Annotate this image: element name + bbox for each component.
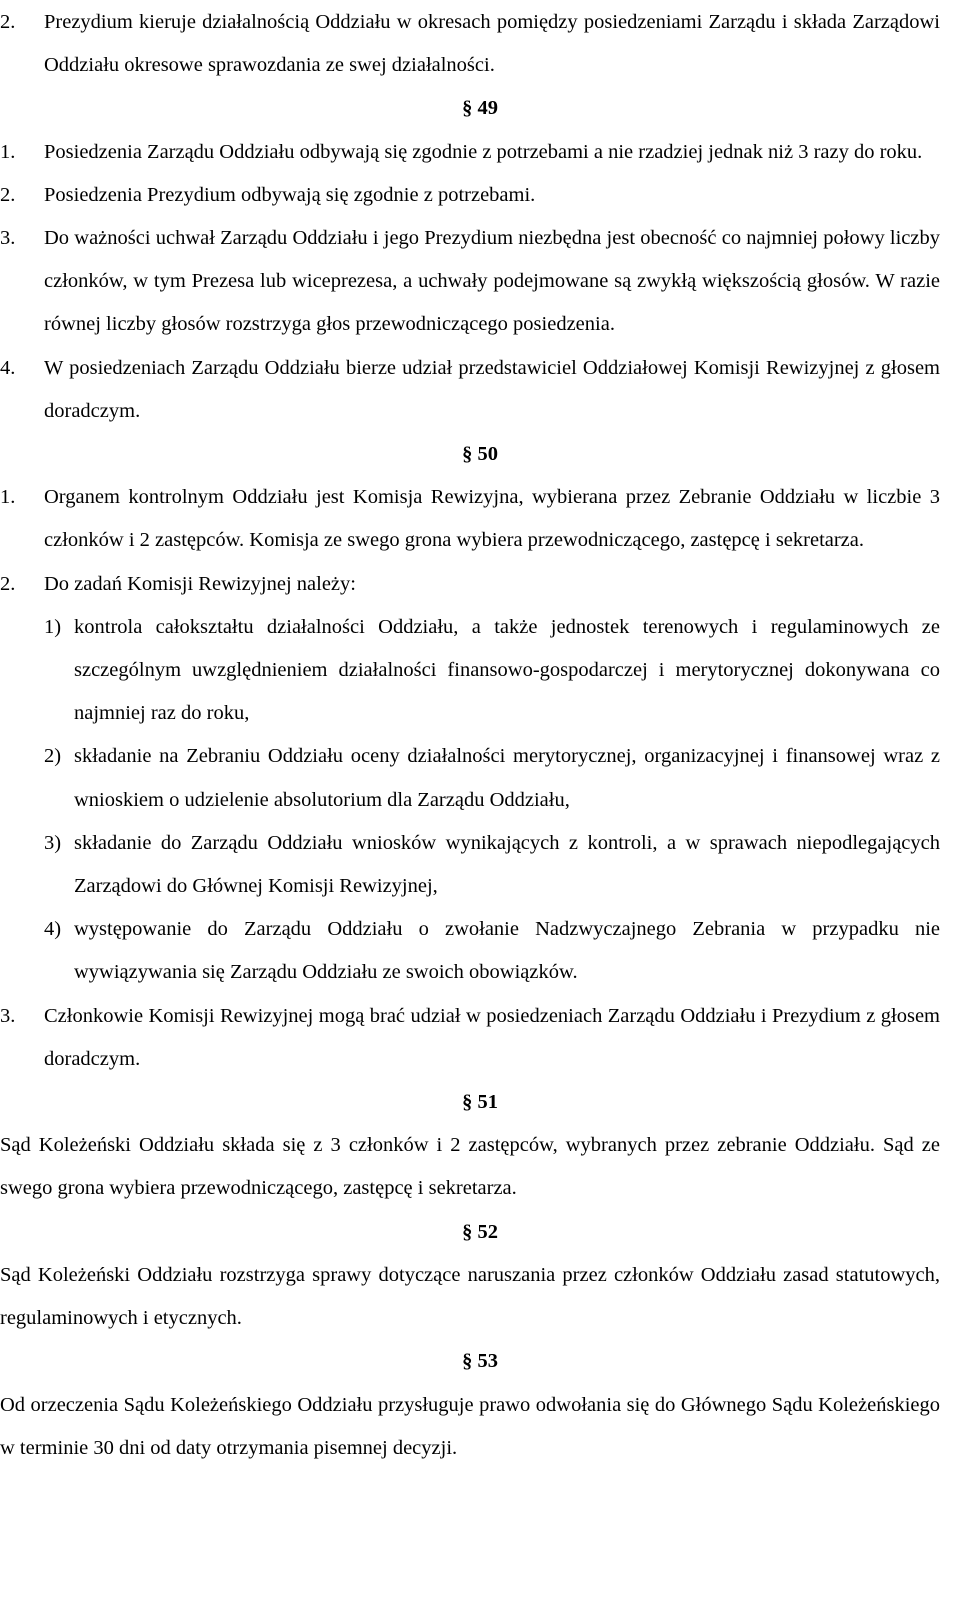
item-number: 4.: [0, 356, 16, 379]
item-number: 1.: [0, 486, 16, 509]
sub-item-text: występowanie do Zarządu Oddziału o zwołanie Nadzwyczajnego Zebrania w przypadku nie wywiązywania się Zarządu Oddziału ze swoich obowiązków.: [74, 918, 940, 984]
paragraph-item: [0, 476, 940, 562]
sub-item: [44, 822, 940, 908]
item-number: 3.: [0, 227, 16, 250]
paragraph-item: [0, 347, 940, 433]
sub-item-text: kontrola całokształtu działalności Oddziału, a także jednostek terenowych i regulaminowych ze szczególnym uwzględnieniem działalności finansowo-gospodarczej i merytorycznej dokonywana co najmniej raz do roku,: [74, 615, 940, 725]
section-heading: § 53: [462, 1350, 498, 1373]
item-text: Do ważności uchwał Zarządu Oddziału i jego Prezydium niezbędna jest obecność co najmniej połowy liczby członków, w tym Prezesa lub wiceprezesa, a uchwały podejmowane są zwykłą większością głosów. W razie równej liczby głosów rozstrzyga głos przewodniczącego posiedzenia.: [44, 227, 940, 336]
paragraph-item: [0, 563, 940, 606]
paragraph-item: [0, 217, 940, 347]
section-heading: § 51: [462, 1091, 498, 1114]
item-text: Prezydium kieruje działalnością Oddziału w okresach pomiędzy posiedzeniami Zarządu i składa Zarządowi Oddziału okresowe sprawozdania ze swej działalności.: [44, 11, 940, 77]
paragraph: Sąd Koleżeński Oddziału rozstrzyga sprawy dotyczące naruszania przez członków Oddziału zasad statutowych, regulaminowych i etycznych.: [0, 1263, 940, 1330]
section-heading: § 49: [462, 97, 498, 120]
section-heading: § 52: [462, 1220, 498, 1243]
item-number: 2.: [0, 183, 16, 206]
sub-item-number: 2): [44, 745, 62, 768]
item-number: 2.: [0, 572, 16, 595]
item-text: W posiedzeniach Zarządu Oddziału bierze udział przedstawiciel Oddziałowej Komisji Rewizyjnej z głosem doradczym.: [44, 356, 940, 422]
sub-item: [44, 735, 940, 821]
item-number: 2.: [0, 11, 16, 33]
sub-item: [44, 908, 940, 994]
sub-item-number: 1): [44, 615, 62, 638]
item-number: 3.: [0, 1004, 16, 1027]
paragraph-item: [0, 1, 940, 87]
sub-item-text: składanie na Zebraniu Oddziału oceny działalności merytorycznej, organizacyjnej i finansowej wraz z wnioskiem o udzielenie absolutorium dla Zarządu Oddziału,: [74, 745, 940, 811]
item-text: Posiedzenia Zarządu Oddziału odbywają się zgodnie z potrzebami a nie rzadziej jednak niż 3 razy do roku.: [44, 140, 923, 163]
paragraph-item: [0, 995, 940, 1081]
paragraph: Od orzeczenia Sądu Koleżeńskiego Oddziału przysługuje prawo odwołania się do Głównego Sądu Koleżeńskiego w terminie 30 dni od daty otrzymania pisemnej decyzji.: [0, 1393, 940, 1459]
item-text: Do zadań Komisji Rewizyjnej należy:: [44, 572, 356, 595]
item-text: Posiedzenia Prezydium odbywają się zgodnie z potrzebami.: [44, 183, 536, 206]
sub-item-text: składanie do Zarządu Oddziału wniosków wynikających z kontroli, a w sprawach niepodlegających Zarządowi do Głównej Komisji Rewizyjnej,: [74, 831, 940, 898]
paragraph: Sąd Koleżeński Oddziału składa się z 3 członków i 2 zastępców, wybranych przez zebranie Oddziału. Sąd ze swego grona wybiera przewodniczącego, zastępcę i sekretarza.: [0, 1134, 940, 1200]
sub-item-number: 3): [44, 831, 62, 854]
sub-item: [44, 606, 940, 736]
item-text: Organem kontrolnym Oddziału jest Komisja Rewizyjna, wybierana przez Zebranie Oddziału w liczbie 3 członków i 2 zastępców. Komisja ze swego grona wybiera przewodniczącego, zastępcę i sekretarza.: [44, 486, 940, 552]
item-number: 1.: [0, 140, 16, 163]
item-text: Członkowie Komisji Rewizyjnej mogą brać udział w posiedzeniach Zarządu Oddziału i Prezydium z głosem doradczym.: [44, 1004, 940, 1070]
section-heading: § 50: [462, 443, 498, 466]
paragraph-item: [0, 174, 940, 217]
paragraph-item: [0, 131, 940, 174]
sub-item-number: 4): [44, 918, 62, 941]
